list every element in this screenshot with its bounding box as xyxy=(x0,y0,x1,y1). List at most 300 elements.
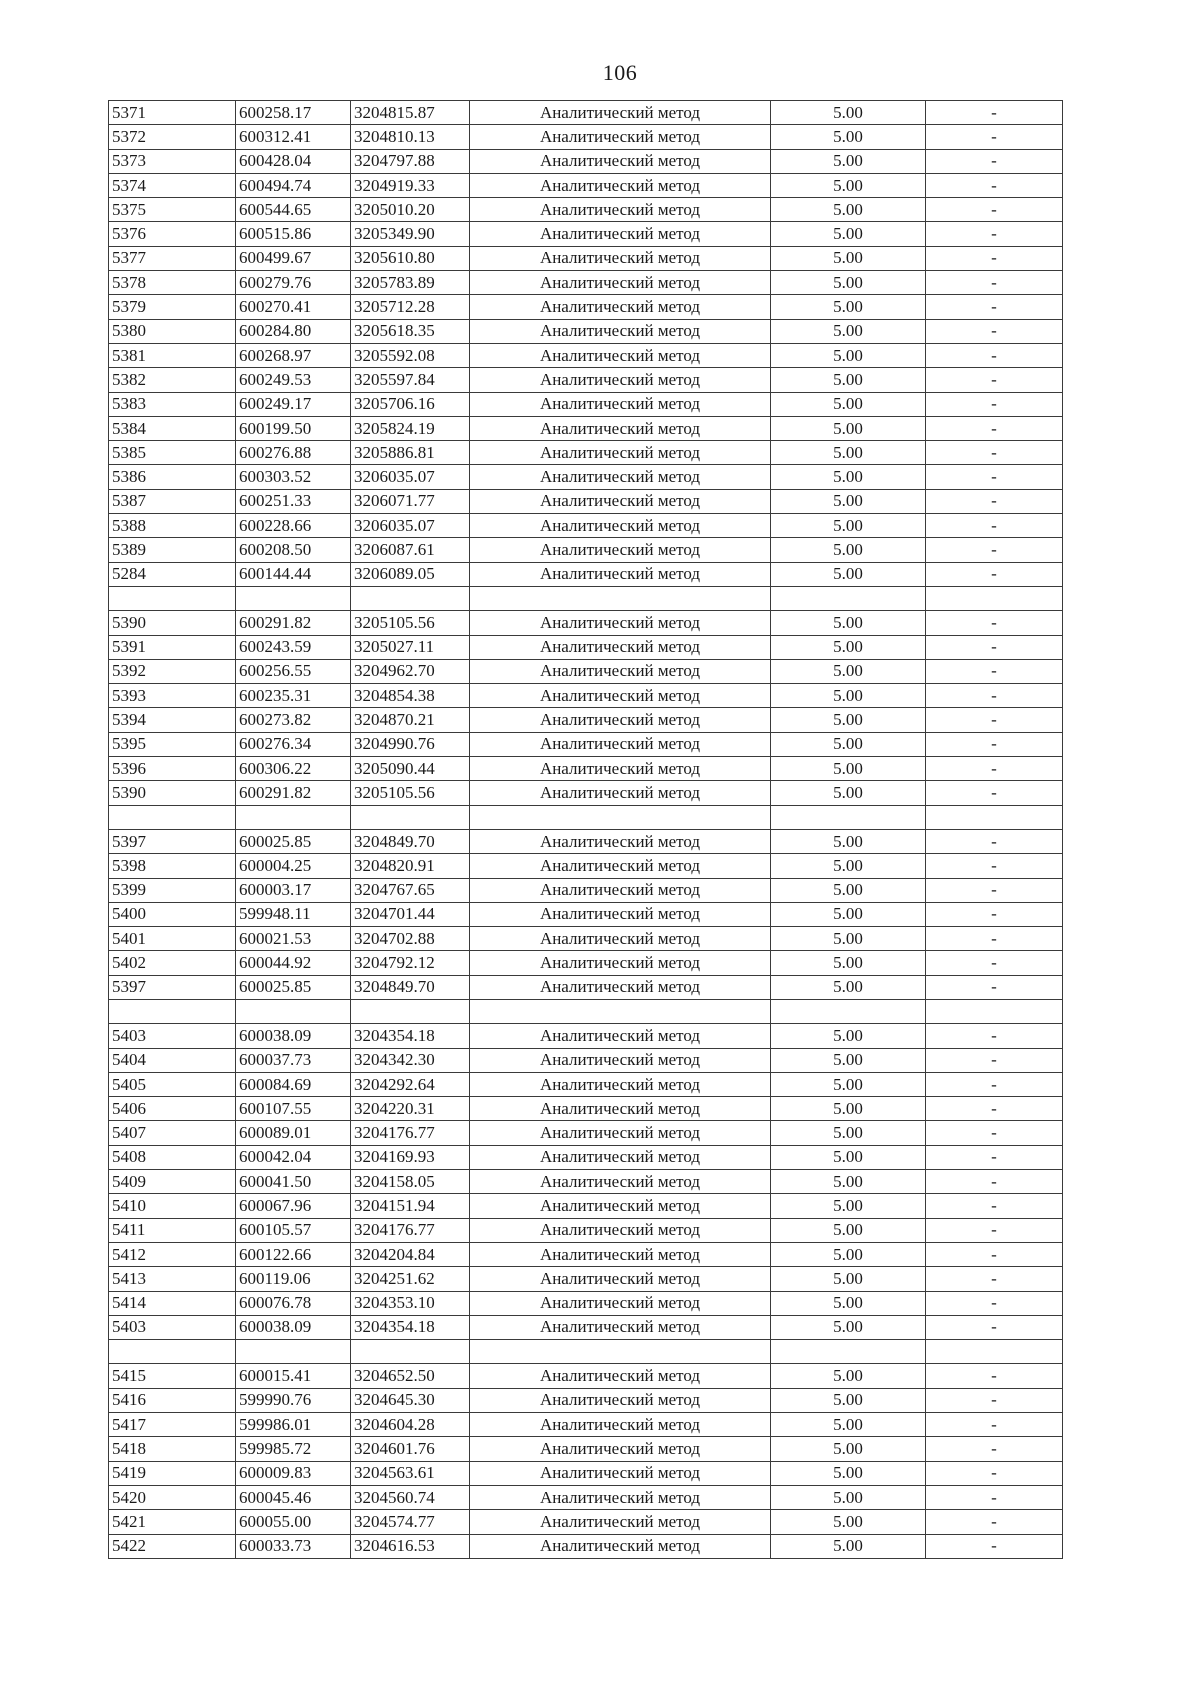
table-row xyxy=(109,1194,1063,1218)
accuracy-cell: 5.00 xyxy=(771,757,926,781)
point-id-cell: 5407 xyxy=(109,1121,236,1145)
point-id-cell: 5419 xyxy=(109,1461,236,1485)
method-cell: Аналитический метод xyxy=(470,1413,771,1437)
y-coordinate-cell: 3204820.91 xyxy=(351,854,470,878)
point-id-cell: 5392 xyxy=(109,659,236,683)
table-row xyxy=(109,1485,1063,1509)
point-id-cell: 5378 xyxy=(109,271,236,295)
point-id-cell: 5390 xyxy=(109,611,236,635)
note-cell: - xyxy=(926,611,1063,635)
method-cell: Аналитический метод xyxy=(470,198,771,222)
y-coordinate-cell: 3206089.05 xyxy=(351,562,470,586)
y-coordinate-cell: 3206087.61 xyxy=(351,538,470,562)
table-row xyxy=(109,1024,1063,1048)
x-coordinate-cell: 599948.11 xyxy=(236,902,351,926)
note-cell: - xyxy=(926,1315,1063,1339)
point-id-cell: 5397 xyxy=(109,975,236,999)
method-cell: Аналитический метод xyxy=(470,489,771,513)
x-coordinate-cell: 600025.85 xyxy=(236,975,351,999)
spacer-row xyxy=(109,586,1063,610)
note-cell: - xyxy=(926,951,1063,975)
x-coordinate-cell: 600273.82 xyxy=(236,708,351,732)
x-coordinate-cell: 600228.66 xyxy=(236,514,351,538)
point-id-cell: 5421 xyxy=(109,1510,236,1534)
point-id-cell: 5389 xyxy=(109,538,236,562)
y-coordinate-cell: 3204990.76 xyxy=(351,732,470,756)
empty-cell xyxy=(351,1340,470,1364)
note-cell: - xyxy=(926,246,1063,270)
table-body xyxy=(109,101,1063,1559)
x-coordinate-cell: 600009.83 xyxy=(236,1461,351,1485)
y-coordinate-cell: 3204810.13 xyxy=(351,125,470,149)
note-cell: - xyxy=(926,538,1063,562)
point-id-cell: 5398 xyxy=(109,854,236,878)
accuracy-cell: 5.00 xyxy=(771,198,926,222)
table-row xyxy=(109,1461,1063,1485)
point-id-cell: 5413 xyxy=(109,1267,236,1291)
point-id-cell: 5394 xyxy=(109,708,236,732)
y-coordinate-cell: 3205886.81 xyxy=(351,441,470,465)
table-row xyxy=(109,1315,1063,1339)
accuracy-cell: 5.00 xyxy=(771,878,926,902)
accuracy-cell: 5.00 xyxy=(771,635,926,659)
table-row xyxy=(109,1534,1063,1558)
x-coordinate-cell: 600291.82 xyxy=(236,781,351,805)
empty-cell xyxy=(926,805,1063,829)
table-row xyxy=(109,1510,1063,1534)
y-coordinate-cell: 3204169.93 xyxy=(351,1145,470,1169)
note-cell: - xyxy=(926,1121,1063,1145)
table-row xyxy=(109,271,1063,295)
table-row xyxy=(109,1413,1063,1437)
note-cell: - xyxy=(926,1218,1063,1242)
accuracy-cell: 5.00 xyxy=(771,416,926,440)
method-cell: Аналитический метод xyxy=(470,1194,771,1218)
note-cell: - xyxy=(926,1170,1063,1194)
method-cell: Аналитический метод xyxy=(470,1437,771,1461)
y-coordinate-cell: 3205610.80 xyxy=(351,246,470,270)
accuracy-cell: 5.00 xyxy=(771,1048,926,1072)
y-coordinate-cell: 3205706.16 xyxy=(351,392,470,416)
point-id-cell: 5406 xyxy=(109,1097,236,1121)
method-cell: Аналитический метод xyxy=(470,1072,771,1096)
y-coordinate-cell: 3205712.28 xyxy=(351,295,470,319)
x-coordinate-cell: 600235.31 xyxy=(236,684,351,708)
x-coordinate-cell: 600015.41 xyxy=(236,1364,351,1388)
accuracy-cell: 5.00 xyxy=(771,1388,926,1412)
table-row xyxy=(109,1048,1063,1072)
note-cell: - xyxy=(926,1097,1063,1121)
x-coordinate-cell: 600544.65 xyxy=(236,198,351,222)
table-row xyxy=(109,416,1063,440)
x-coordinate-cell: 600004.25 xyxy=(236,854,351,878)
y-coordinate-cell: 3205105.56 xyxy=(351,781,470,805)
note-cell: - xyxy=(926,465,1063,489)
table-row xyxy=(109,1097,1063,1121)
method-cell: Аналитический метод xyxy=(470,1145,771,1169)
table-row xyxy=(109,1437,1063,1461)
table-row xyxy=(109,1291,1063,1315)
note-cell: - xyxy=(926,854,1063,878)
x-coordinate-cell: 600249.53 xyxy=(236,368,351,392)
accuracy-cell: 5.00 xyxy=(771,246,926,270)
accuracy-cell: 5.00 xyxy=(771,1437,926,1461)
point-id-cell: 5380 xyxy=(109,319,236,343)
point-id-cell: 5420 xyxy=(109,1485,236,1509)
accuracy-cell: 5.00 xyxy=(771,1267,926,1291)
y-coordinate-cell: 3204563.61 xyxy=(351,1461,470,1485)
x-coordinate-cell: 600270.41 xyxy=(236,295,351,319)
note-cell: - xyxy=(926,1267,1063,1291)
empty-cell xyxy=(470,1340,771,1364)
empty-cell xyxy=(236,586,351,610)
accuracy-cell: 5.00 xyxy=(771,659,926,683)
table-row xyxy=(109,635,1063,659)
method-cell: Аналитический метод xyxy=(470,1534,771,1558)
note-cell: - xyxy=(926,757,1063,781)
x-coordinate-cell: 600515.86 xyxy=(236,222,351,246)
note-cell: - xyxy=(926,489,1063,513)
note-cell: - xyxy=(926,392,1063,416)
point-id-cell: 5384 xyxy=(109,416,236,440)
note-cell: - xyxy=(926,295,1063,319)
empty-cell xyxy=(470,586,771,610)
x-coordinate-cell: 599986.01 xyxy=(236,1413,351,1437)
y-coordinate-cell: 3204767.65 xyxy=(351,878,470,902)
note-cell: - xyxy=(926,101,1063,125)
accuracy-cell: 5.00 xyxy=(771,1194,926,1218)
accuracy-cell: 5.00 xyxy=(771,222,926,246)
method-cell: Аналитический метод xyxy=(470,708,771,732)
method-cell: Аналитический метод xyxy=(470,465,771,489)
table-row xyxy=(109,1170,1063,1194)
note-cell: - xyxy=(926,343,1063,367)
x-coordinate-cell: 600499.67 xyxy=(236,246,351,270)
accuracy-cell: 5.00 xyxy=(771,1097,926,1121)
method-cell: Аналитический метод xyxy=(470,538,771,562)
empty-cell xyxy=(109,1340,236,1364)
note-cell: - xyxy=(926,975,1063,999)
method-cell: Аналитический метод xyxy=(470,343,771,367)
empty-cell xyxy=(236,999,351,1023)
point-id-cell: 5402 xyxy=(109,951,236,975)
note-cell: - xyxy=(926,1145,1063,1169)
table-row xyxy=(109,1218,1063,1242)
point-id-cell: 5381 xyxy=(109,343,236,367)
point-id-cell: 5371 xyxy=(109,101,236,125)
note-cell: - xyxy=(926,1024,1063,1048)
table-row xyxy=(109,829,1063,853)
y-coordinate-cell: 3205349.90 xyxy=(351,222,470,246)
x-coordinate-cell: 600076.78 xyxy=(236,1291,351,1315)
accuracy-cell: 5.00 xyxy=(771,684,926,708)
y-coordinate-cell: 3204701.44 xyxy=(351,902,470,926)
y-coordinate-cell: 3204815.87 xyxy=(351,101,470,125)
y-coordinate-cell: 3204220.31 xyxy=(351,1097,470,1121)
x-coordinate-cell: 600256.55 xyxy=(236,659,351,683)
table-row xyxy=(109,101,1063,125)
x-coordinate-cell: 600067.96 xyxy=(236,1194,351,1218)
point-id-cell: 5397 xyxy=(109,829,236,853)
accuracy-cell: 5.00 xyxy=(771,489,926,513)
method-cell: Аналитический метод xyxy=(470,1121,771,1145)
point-id-cell: 5400 xyxy=(109,902,236,926)
table-row xyxy=(109,1388,1063,1412)
x-coordinate-cell: 600038.09 xyxy=(236,1315,351,1339)
table-row xyxy=(109,781,1063,805)
method-cell: Аналитический метод xyxy=(470,902,771,926)
y-coordinate-cell: 3204919.33 xyxy=(351,173,470,197)
table-row xyxy=(109,732,1063,756)
y-coordinate-cell: 3204176.77 xyxy=(351,1218,470,1242)
y-coordinate-cell: 3206035.07 xyxy=(351,514,470,538)
point-id-cell: 5404 xyxy=(109,1048,236,1072)
note-cell: - xyxy=(926,198,1063,222)
method-cell: Аналитический метод xyxy=(470,635,771,659)
method-cell: Аналитический метод xyxy=(470,173,771,197)
point-id-cell: 5393 xyxy=(109,684,236,708)
table-row xyxy=(109,198,1063,222)
y-coordinate-cell: 3205010.20 xyxy=(351,198,470,222)
method-cell: Аналитический метод xyxy=(470,1315,771,1339)
point-id-cell: 5377 xyxy=(109,246,236,270)
point-id-cell: 5418 xyxy=(109,1437,236,1461)
x-coordinate-cell: 600041.50 xyxy=(236,1170,351,1194)
y-coordinate-cell: 3204176.77 xyxy=(351,1121,470,1145)
y-coordinate-cell: 3204292.64 xyxy=(351,1072,470,1096)
point-id-cell: 5376 xyxy=(109,222,236,246)
note-cell: - xyxy=(926,173,1063,197)
point-id-cell: 5391 xyxy=(109,635,236,659)
x-coordinate-cell: 600284.80 xyxy=(236,319,351,343)
method-cell: Аналитический метод xyxy=(470,927,771,951)
y-coordinate-cell: 3205618.35 xyxy=(351,319,470,343)
table-row xyxy=(109,562,1063,586)
method-cell: Аналитический метод xyxy=(470,1242,771,1266)
table-row xyxy=(109,659,1063,683)
table-row xyxy=(109,611,1063,635)
y-coordinate-cell: 3204604.28 xyxy=(351,1413,470,1437)
empty-cell xyxy=(771,805,926,829)
table-row xyxy=(109,173,1063,197)
accuracy-cell: 5.00 xyxy=(771,1364,926,1388)
method-cell: Аналитический метод xyxy=(470,125,771,149)
x-coordinate-cell: 599985.72 xyxy=(236,1437,351,1461)
x-coordinate-cell: 600037.73 xyxy=(236,1048,351,1072)
point-id-cell: 5399 xyxy=(109,878,236,902)
method-cell: Аналитический метод xyxy=(470,392,771,416)
y-coordinate-cell: 3204797.88 xyxy=(351,149,470,173)
accuracy-cell: 5.00 xyxy=(771,514,926,538)
point-id-cell: 5417 xyxy=(109,1413,236,1437)
accuracy-cell: 5.00 xyxy=(771,295,926,319)
accuracy-cell: 5.00 xyxy=(771,149,926,173)
accuracy-cell: 5.00 xyxy=(771,1291,926,1315)
point-id-cell: 5386 xyxy=(109,465,236,489)
note-cell: - xyxy=(926,902,1063,926)
x-coordinate-cell: 600105.57 xyxy=(236,1218,351,1242)
table-row xyxy=(109,295,1063,319)
note-cell: - xyxy=(926,1194,1063,1218)
table-row xyxy=(109,878,1063,902)
y-coordinate-cell: 3205824.19 xyxy=(351,416,470,440)
accuracy-cell: 5.00 xyxy=(771,441,926,465)
accuracy-cell: 5.00 xyxy=(771,854,926,878)
x-coordinate-cell: 600276.34 xyxy=(236,732,351,756)
y-coordinate-cell: 3204601.76 xyxy=(351,1437,470,1461)
y-coordinate-cell: 3204870.21 xyxy=(351,708,470,732)
table-row xyxy=(109,1242,1063,1266)
y-coordinate-cell: 3204849.70 xyxy=(351,975,470,999)
y-coordinate-cell: 3204792.12 xyxy=(351,951,470,975)
x-coordinate-cell: 600268.97 xyxy=(236,343,351,367)
note-cell: - xyxy=(926,781,1063,805)
point-id-cell: 5385 xyxy=(109,441,236,465)
empty-cell xyxy=(470,999,771,1023)
note-cell: - xyxy=(926,927,1063,951)
accuracy-cell: 5.00 xyxy=(771,1485,926,1509)
x-coordinate-cell: 600084.69 xyxy=(236,1072,351,1096)
accuracy-cell: 5.00 xyxy=(771,101,926,125)
accuracy-cell: 5.00 xyxy=(771,902,926,926)
table-row xyxy=(109,975,1063,999)
y-coordinate-cell: 3204251.62 xyxy=(351,1267,470,1291)
accuracy-cell: 5.00 xyxy=(771,271,926,295)
page-number: 106 xyxy=(602,60,638,85)
x-coordinate-cell: 600055.00 xyxy=(236,1510,351,1534)
method-cell: Аналитический метод xyxy=(470,1024,771,1048)
accuracy-cell: 5.00 xyxy=(771,173,926,197)
note-cell: - xyxy=(926,1048,1063,1072)
table-row xyxy=(109,708,1063,732)
method-cell: Аналитический метод xyxy=(470,757,771,781)
note-cell: - xyxy=(926,829,1063,853)
x-coordinate-cell: 600025.85 xyxy=(236,829,351,853)
note-cell: - xyxy=(926,878,1063,902)
method-cell: Аналитический метод xyxy=(470,878,771,902)
x-coordinate-cell: 600107.55 xyxy=(236,1097,351,1121)
table-row xyxy=(109,1267,1063,1291)
table-row xyxy=(109,319,1063,343)
table-row xyxy=(109,757,1063,781)
spacer-row xyxy=(109,999,1063,1023)
note-cell: - xyxy=(926,271,1063,295)
y-coordinate-cell: 3205592.08 xyxy=(351,343,470,367)
method-cell: Аналитический метод xyxy=(470,514,771,538)
accuracy-cell: 5.00 xyxy=(771,1024,926,1048)
note-cell: - xyxy=(926,1413,1063,1437)
x-coordinate-cell: 600042.04 xyxy=(236,1145,351,1169)
method-cell: Аналитический метод xyxy=(470,416,771,440)
accuracy-cell: 5.00 xyxy=(771,319,926,343)
table-row xyxy=(109,854,1063,878)
table-row xyxy=(109,1145,1063,1169)
method-cell: Аналитический метод xyxy=(470,684,771,708)
accuracy-cell: 5.00 xyxy=(771,611,926,635)
note-cell: - xyxy=(926,732,1063,756)
method-cell: Аналитический метод xyxy=(470,1510,771,1534)
point-id-cell: 5387 xyxy=(109,489,236,513)
accuracy-cell: 5.00 xyxy=(771,708,926,732)
empty-cell xyxy=(926,1340,1063,1364)
note-cell: - xyxy=(926,368,1063,392)
empty-cell xyxy=(771,1340,926,1364)
y-coordinate-cell: 3204151.94 xyxy=(351,1194,470,1218)
note-cell: - xyxy=(926,1388,1063,1412)
point-id-cell: 5412 xyxy=(109,1242,236,1266)
method-cell: Аналитический метод xyxy=(470,1461,771,1485)
method-cell: Аналитический метод xyxy=(470,829,771,853)
accuracy-cell: 5.00 xyxy=(771,562,926,586)
x-coordinate-cell: 600038.09 xyxy=(236,1024,351,1048)
accuracy-cell: 5.00 xyxy=(771,1315,926,1339)
table-row xyxy=(109,684,1063,708)
empty-cell xyxy=(109,999,236,1023)
method-cell: Аналитический метод xyxy=(470,246,771,270)
note-cell: - xyxy=(926,1242,1063,1266)
accuracy-cell: 5.00 xyxy=(771,343,926,367)
accuracy-cell: 5.00 xyxy=(771,1534,926,1558)
empty-cell xyxy=(109,805,236,829)
empty-cell xyxy=(470,805,771,829)
method-cell: Аналитический метод xyxy=(470,441,771,465)
point-id-cell: 5408 xyxy=(109,1145,236,1169)
accuracy-cell: 5.00 xyxy=(771,829,926,853)
note-cell: - xyxy=(926,659,1063,683)
x-coordinate-cell: 600045.46 xyxy=(236,1485,351,1509)
y-coordinate-cell: 3205105.56 xyxy=(351,611,470,635)
table-row xyxy=(109,343,1063,367)
method-cell: Аналитический метод xyxy=(470,1048,771,1072)
method-cell: Аналитический метод xyxy=(470,1218,771,1242)
method-cell: Аналитический метод xyxy=(470,611,771,635)
empty-cell xyxy=(771,999,926,1023)
y-coordinate-cell: 3204702.88 xyxy=(351,927,470,951)
method-cell: Аналитический метод xyxy=(470,295,771,319)
table-row xyxy=(109,902,1063,926)
method-cell: Аналитический метод xyxy=(470,854,771,878)
x-coordinate-cell: 600243.59 xyxy=(236,635,351,659)
point-id-cell: 5379 xyxy=(109,295,236,319)
table-row xyxy=(109,222,1063,246)
method-cell: Аналитический метод xyxy=(470,732,771,756)
spacer-row xyxy=(109,1340,1063,1364)
method-cell: Аналитический метод xyxy=(470,222,771,246)
method-cell: Аналитический метод xyxy=(470,101,771,125)
point-id-cell: 5405 xyxy=(109,1072,236,1096)
table-row xyxy=(109,149,1063,173)
note-cell: - xyxy=(926,1534,1063,1558)
table-row xyxy=(109,246,1063,270)
note-cell: - xyxy=(926,1485,1063,1509)
table-row xyxy=(109,514,1063,538)
table-row xyxy=(109,125,1063,149)
accuracy-cell: 5.00 xyxy=(771,1072,926,1096)
table-row xyxy=(109,538,1063,562)
accuracy-cell: 5.00 xyxy=(771,975,926,999)
table-row xyxy=(109,441,1063,465)
y-coordinate-cell: 3206071.77 xyxy=(351,489,470,513)
y-coordinate-cell: 3204616.53 xyxy=(351,1534,470,1558)
x-coordinate-cell: 600306.22 xyxy=(236,757,351,781)
y-coordinate-cell: 3204354.18 xyxy=(351,1315,470,1339)
method-cell: Аналитический метод xyxy=(470,1485,771,1509)
accuracy-cell: 5.00 xyxy=(771,1218,926,1242)
table-row xyxy=(109,465,1063,489)
x-coordinate-cell: 600428.04 xyxy=(236,149,351,173)
note-cell: - xyxy=(926,1437,1063,1461)
empty-cell xyxy=(236,1340,351,1364)
